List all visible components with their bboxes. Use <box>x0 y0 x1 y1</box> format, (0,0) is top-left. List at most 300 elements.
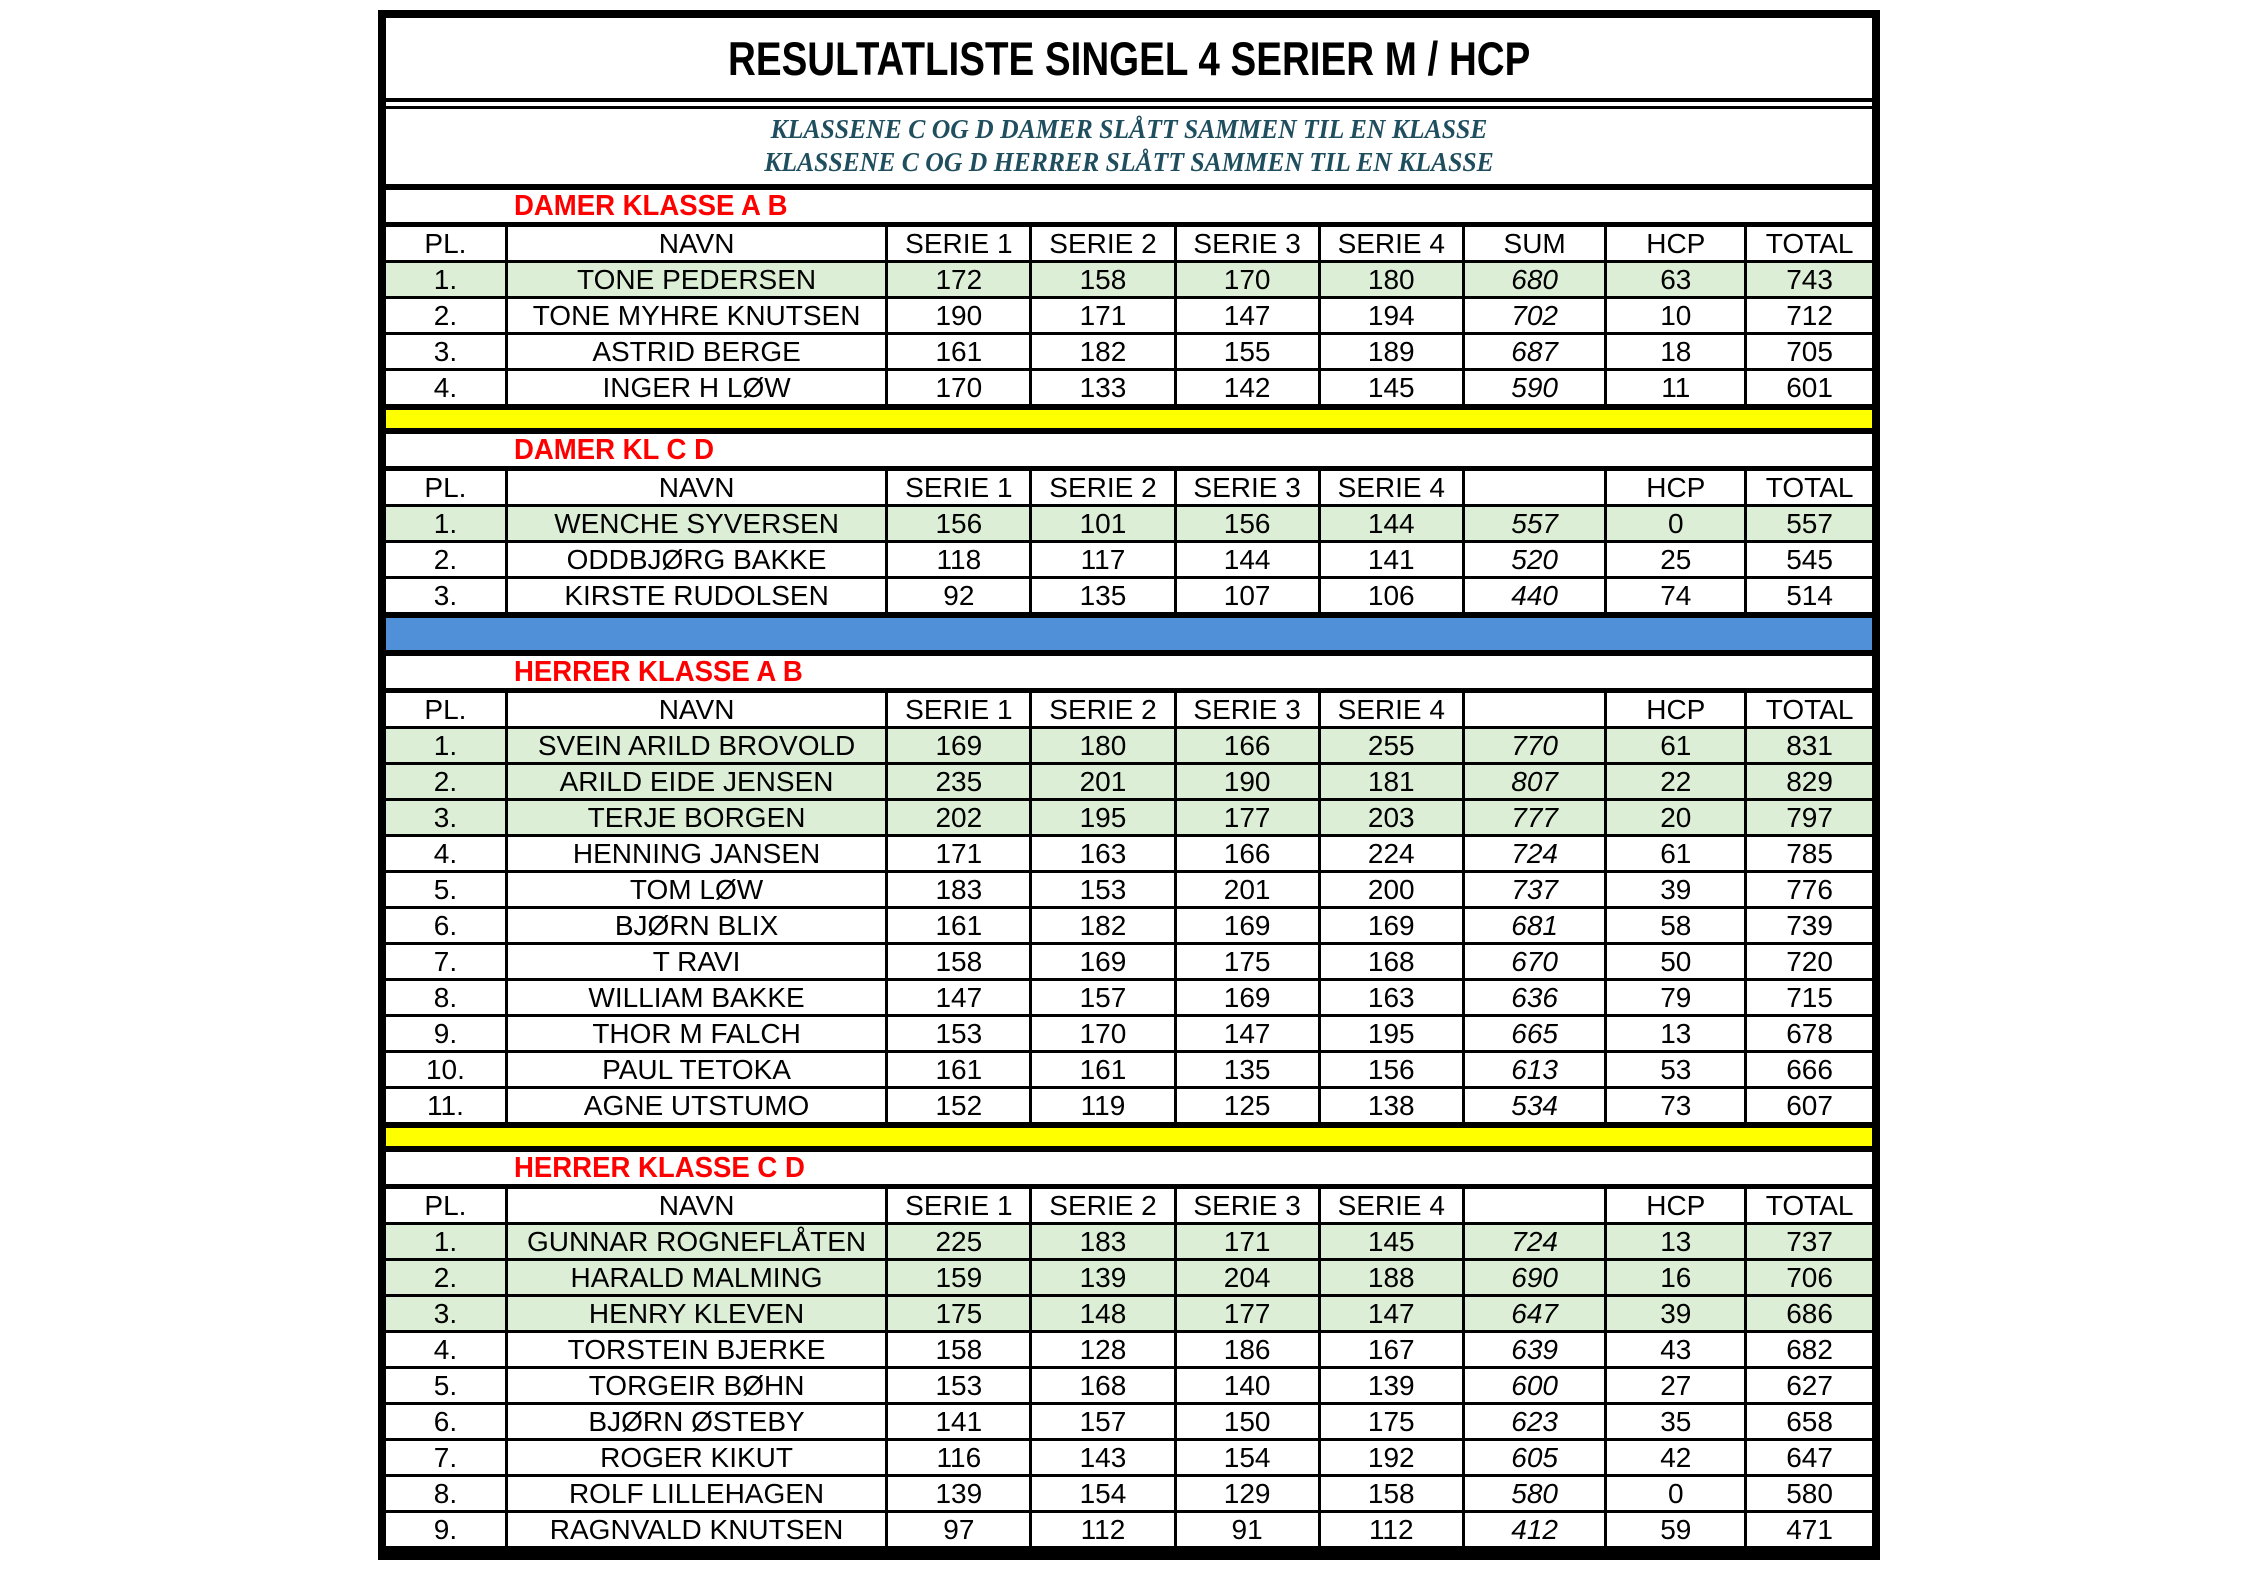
place-cell: 8. <box>386 980 506 1016</box>
name-cell: HARALD MALMING <box>506 1260 886 1296</box>
serie1-cell: 152 <box>887 1088 1031 1126</box>
hcp-cell: 16 <box>1606 1260 1746 1296</box>
results-table <box>386 693 1872 1128</box>
serie1-cell: 118 <box>887 542 1031 578</box>
place-cell: 5. <box>386 872 506 908</box>
place-cell: 7. <box>386 944 506 980</box>
serie4-cell: 163 <box>1319 980 1463 1016</box>
name-cell: ARILD EIDE JENSEN <box>506 764 886 800</box>
place-cell: 3. <box>386 800 506 836</box>
total-cell: 712 <box>1746 298 1872 334</box>
total-cell: 682 <box>1746 1332 1872 1368</box>
name-cell: T RAVI <box>506 944 886 980</box>
table-row <box>386 1476 1872 1512</box>
serie4-cell: 156 <box>1319 1052 1463 1088</box>
column-header <box>1463 1189 1606 1224</box>
place-cell: 5. <box>386 1368 506 1404</box>
serie3-cell: 166 <box>1175 728 1319 764</box>
total-cell: 607 <box>1746 1088 1872 1126</box>
serie2-cell: 182 <box>1031 334 1175 370</box>
hcp-cell: 20 <box>1606 800 1746 836</box>
column-header: NAVN <box>506 227 886 262</box>
serie4-cell: 188 <box>1319 1260 1463 1296</box>
serie4-cell: 112 <box>1319 1512 1463 1550</box>
hcp-cell: 61 <box>1606 836 1746 872</box>
serie3-cell: 169 <box>1175 980 1319 1016</box>
total-cell: 678 <box>1746 1016 1872 1052</box>
table-row <box>386 980 1872 1016</box>
name-cell: GUNNAR ROGNEFLÅTEN <box>506 1224 886 1260</box>
serie2-cell: 135 <box>1031 578 1175 616</box>
hcp-cell: 50 <box>1606 944 1746 980</box>
hcp-cell: 27 <box>1606 1368 1746 1404</box>
table-row <box>386 1088 1872 1126</box>
serie4-cell: 195 <box>1319 1016 1463 1052</box>
column-header <box>1463 693 1606 728</box>
serie2-cell: 201 <box>1031 764 1175 800</box>
column-header: SERIE 1 <box>887 693 1031 728</box>
place-cell: 4. <box>386 370 506 408</box>
column-header: SERIE 1 <box>887 227 1031 262</box>
sum-cell: 665 <box>1463 1016 1606 1052</box>
section-label <box>386 190 1872 227</box>
table-row <box>386 542 1872 578</box>
table-row <box>386 1260 1872 1296</box>
section-label-text: DAMER KL C D <box>514 433 715 466</box>
serie2-cell: 148 <box>1031 1296 1175 1332</box>
hcp-cell: 42 <box>1606 1440 1746 1476</box>
subtitle-line-1: KLASSENE C OG D DAMER SLÅTT SAMMEN TIL EN KLASSE <box>770 114 1488 144</box>
name-cell: ROLF LILLEHAGEN <box>506 1476 886 1512</box>
serie2-cell: 161 <box>1031 1052 1175 1088</box>
table-row <box>386 334 1872 370</box>
place-cell: 3. <box>386 578 506 616</box>
serie4-cell: 175 <box>1319 1404 1463 1440</box>
hcp-cell: 53 <box>1606 1052 1746 1088</box>
serie4-cell: 106 <box>1319 578 1463 616</box>
serie4-cell: 181 <box>1319 764 1463 800</box>
hcp-cell: 39 <box>1606 872 1746 908</box>
column-header <box>1463 471 1606 506</box>
sum-cell: 680 <box>1463 262 1606 298</box>
sum-cell: 636 <box>1463 980 1606 1016</box>
total-cell: 706 <box>1746 1260 1872 1296</box>
sum-cell: 639 <box>1463 1332 1606 1368</box>
table-row <box>386 1224 1872 1260</box>
serie1-cell: 141 <box>887 1404 1031 1440</box>
hcp-cell: 13 <box>1606 1016 1746 1052</box>
serie4-cell: 139 <box>1319 1368 1463 1404</box>
table-row <box>386 944 1872 980</box>
name-cell: BJØRN BLIX <box>506 908 886 944</box>
serie2-cell: 157 <box>1031 980 1175 1016</box>
column-header: SERIE 3 <box>1175 227 1319 262</box>
column-header: SERIE 4 <box>1319 471 1463 506</box>
sum-cell: 613 <box>1463 1052 1606 1088</box>
total-cell: 705 <box>1746 334 1872 370</box>
serie2-cell: 169 <box>1031 944 1175 980</box>
column-header: SERIE 4 <box>1319 227 1463 262</box>
serie1-cell: 170 <box>887 370 1031 408</box>
sum-cell: 440 <box>1463 578 1606 616</box>
place-cell: 11. <box>386 1088 506 1126</box>
place-cell: 4. <box>386 836 506 872</box>
place-cell: 9. <box>386 1016 506 1052</box>
serie3-cell: 144 <box>1175 542 1319 578</box>
place-cell: 2. <box>386 298 506 334</box>
serie4-cell: 255 <box>1319 728 1463 764</box>
serie2-cell: 101 <box>1031 506 1175 542</box>
hcp-cell: 59 <box>1606 1512 1746 1550</box>
serie1-cell: 169 <box>887 728 1031 764</box>
column-header: SERIE 2 <box>1031 227 1175 262</box>
serie2-cell: 128 <box>1031 1332 1175 1368</box>
section-label-text: HERRER KLASSE C D <box>514 1151 805 1184</box>
table-row <box>386 578 1872 616</box>
column-header: PL. <box>386 471 506 506</box>
column-header: SERIE 2 <box>1031 1189 1175 1224</box>
table-row <box>386 836 1872 872</box>
serie1-cell: 183 <box>887 872 1031 908</box>
hcp-cell: 18 <box>1606 334 1746 370</box>
sum-cell: 807 <box>1463 764 1606 800</box>
sum-cell: 600 <box>1463 1368 1606 1404</box>
place-cell: 2. <box>386 1260 506 1296</box>
place-cell: 2. <box>386 764 506 800</box>
sum-cell: 670 <box>1463 944 1606 980</box>
column-header: HCP <box>1606 693 1746 728</box>
total-cell: 743 <box>1746 262 1872 298</box>
total-cell: 647 <box>1746 1440 1872 1476</box>
hcp-cell: 35 <box>1606 1404 1746 1440</box>
place-cell: 9. <box>386 1512 506 1550</box>
total-cell: 666 <box>1746 1052 1872 1088</box>
serie4-cell: 203 <box>1319 800 1463 836</box>
place-cell: 1. <box>386 1224 506 1260</box>
table-row <box>386 262 1872 298</box>
hcp-cell: 58 <box>1606 908 1746 944</box>
column-header: NAVN <box>506 1189 886 1224</box>
sum-cell: 724 <box>1463 836 1606 872</box>
sum-cell: 605 <box>1463 1440 1606 1476</box>
sum-cell: 412 <box>1463 1512 1606 1550</box>
serie2-cell: 153 <box>1031 872 1175 908</box>
hcp-cell: 10 <box>1606 298 1746 334</box>
sum-cell: 520 <box>1463 542 1606 578</box>
total-cell: 797 <box>1746 800 1872 836</box>
table-header-row <box>386 471 1872 506</box>
table-row <box>386 1404 1872 1440</box>
serie2-cell: 170 <box>1031 1016 1175 1052</box>
serie1-cell: 158 <box>887 1332 1031 1368</box>
section-label <box>386 656 1872 693</box>
serie1-cell: 159 <box>887 1260 1031 1296</box>
serie3-cell: 156 <box>1175 506 1319 542</box>
serie1-cell: 190 <box>887 298 1031 334</box>
serie3-cell: 147 <box>1175 298 1319 334</box>
serie4-cell: 192 <box>1319 1440 1463 1476</box>
place-cell: 2. <box>386 542 506 578</box>
place-cell: 4. <box>386 1332 506 1368</box>
results-table <box>386 1189 1872 1552</box>
serie4-cell: 168 <box>1319 944 1463 980</box>
name-cell: HENNING JANSEN <box>506 836 886 872</box>
total-cell: 686 <box>1746 1296 1872 1332</box>
sum-cell: 590 <box>1463 370 1606 408</box>
serie3-cell: 190 <box>1175 764 1319 800</box>
title-box <box>386 18 1872 102</box>
name-cell: ROGER KIKUT <box>506 1440 886 1476</box>
serie3-cell: 154 <box>1175 1440 1319 1476</box>
place-cell: 3. <box>386 334 506 370</box>
name-cell: INGER H LØW <box>506 370 886 408</box>
subtitle-box <box>386 106 1872 190</box>
total-cell: 601 <box>1746 370 1872 408</box>
serie3-cell: 91 <box>1175 1512 1319 1550</box>
serie4-cell: 200 <box>1319 872 1463 908</box>
serie2-cell: 168 <box>1031 1368 1175 1404</box>
total-cell: 831 <box>1746 728 1872 764</box>
serie1-cell: 225 <box>887 1224 1031 1260</box>
hcp-cell: 0 <box>1606 506 1746 542</box>
hcp-cell: 43 <box>1606 1332 1746 1368</box>
serie1-cell: 161 <box>887 334 1031 370</box>
hcp-cell: 13 <box>1606 1224 1746 1260</box>
sum-cell: 737 <box>1463 872 1606 908</box>
serie4-cell: 189 <box>1319 334 1463 370</box>
serie1-cell: 156 <box>887 506 1031 542</box>
table-row <box>386 1332 1872 1368</box>
name-cell: TONE PEDERSEN <box>506 262 886 298</box>
serie3-cell: 129 <box>1175 1476 1319 1512</box>
serie2-cell: 117 <box>1031 542 1175 578</box>
section-label-text: DAMER KLASSE A B <box>514 189 788 222</box>
place-cell: 6. <box>386 908 506 944</box>
place-cell: 10. <box>386 1052 506 1088</box>
serie2-cell: 163 <box>1031 836 1175 872</box>
column-header: HCP <box>1606 471 1746 506</box>
serie2-cell: 180 <box>1031 728 1175 764</box>
column-header: TOTAL <box>1746 471 1872 506</box>
name-cell: SVEIN ARILD BROVOLD <box>506 728 886 764</box>
serie1-cell: 153 <box>887 1016 1031 1052</box>
serie1-cell: 139 <box>887 1476 1031 1512</box>
name-cell: RAGNVALD KNUTSEN <box>506 1512 886 1550</box>
place-cell: 1. <box>386 728 506 764</box>
serie4-cell: 169 <box>1319 908 1463 944</box>
total-cell: 776 <box>1746 872 1872 908</box>
name-cell: WILLIAM BAKKE <box>506 980 886 1016</box>
serie3-cell: 166 <box>1175 836 1319 872</box>
yellow-separator-bar <box>386 1128 1872 1152</box>
table-row <box>386 506 1872 542</box>
serie4-cell: 138 <box>1319 1088 1463 1126</box>
name-cell: TERJE BORGEN <box>506 800 886 836</box>
serie3-cell: 125 <box>1175 1088 1319 1126</box>
table-row <box>386 1440 1872 1476</box>
hcp-cell: 74 <box>1606 578 1746 616</box>
serie1-cell: 153 <box>887 1368 1031 1404</box>
total-cell: 545 <box>1746 542 1872 578</box>
total-cell: 580 <box>1746 1476 1872 1512</box>
serie2-cell: 158 <box>1031 262 1175 298</box>
name-cell: TOM LØW <box>506 872 886 908</box>
name-cell: THOR M FALCH <box>506 1016 886 1052</box>
column-header: TOTAL <box>1746 227 1872 262</box>
serie1-cell: 175 <box>887 1296 1031 1332</box>
serie4-cell: 180 <box>1319 262 1463 298</box>
table-row <box>386 1016 1872 1052</box>
hcp-cell: 39 <box>1606 1296 1746 1332</box>
column-header: SERIE 2 <box>1031 471 1175 506</box>
yellow-separator-bar <box>386 410 1872 434</box>
serie4-cell: 144 <box>1319 506 1463 542</box>
table-row <box>386 800 1872 836</box>
place-cell: 8. <box>386 1476 506 1512</box>
serie2-cell: 154 <box>1031 1476 1175 1512</box>
blue-separator-bar <box>386 618 1872 656</box>
serie3-cell: 201 <box>1175 872 1319 908</box>
table-header-row <box>386 227 1872 262</box>
sum-cell: 580 <box>1463 1476 1606 1512</box>
name-cell: TORGEIR BØHN <box>506 1368 886 1404</box>
column-header: SERIE 1 <box>887 1189 1031 1224</box>
serie3-cell: 177 <box>1175 800 1319 836</box>
name-cell: BJØRN ØSTEBY <box>506 1404 886 1440</box>
hcp-cell: 0 <box>1606 1476 1746 1512</box>
hcp-cell: 61 <box>1606 728 1746 764</box>
total-cell: 715 <box>1746 980 1872 1016</box>
name-cell: WENCHE SYVERSEN <box>506 506 886 542</box>
name-cell: ODDBJØRG BAKKE <box>506 542 886 578</box>
total-cell: 627 <box>1746 1368 1872 1404</box>
serie2-cell: 139 <box>1031 1260 1175 1296</box>
column-header: SERIE 3 <box>1175 1189 1319 1224</box>
place-cell: 1. <box>386 506 506 542</box>
name-cell: PAUL TETOKA <box>506 1052 886 1088</box>
serie2-cell: 119 <box>1031 1088 1175 1126</box>
column-header: PL. <box>386 227 506 262</box>
place-cell: 1. <box>386 262 506 298</box>
sections-container <box>386 190 1872 1552</box>
table-row <box>386 1512 1872 1550</box>
place-cell: 7. <box>386 1440 506 1476</box>
serie3-cell: 135 <box>1175 1052 1319 1088</box>
name-cell: AGNE UTSTUMO <box>506 1088 886 1126</box>
serie1-cell: 161 <box>887 1052 1031 1088</box>
serie3-cell: 142 <box>1175 370 1319 408</box>
serie4-cell: 147 <box>1319 1296 1463 1332</box>
total-cell: 658 <box>1746 1404 1872 1440</box>
serie2-cell: 112 <box>1031 1512 1175 1550</box>
hcp-cell: 73 <box>1606 1088 1746 1126</box>
sum-cell: 681 <box>1463 908 1606 944</box>
name-cell: ASTRID BERGE <box>506 334 886 370</box>
column-header: PL. <box>386 693 506 728</box>
column-header: SERIE 4 <box>1319 1189 1463 1224</box>
column-header: TOTAL <box>1746 693 1872 728</box>
total-cell: 785 <box>1746 836 1872 872</box>
hcp-cell: 25 <box>1606 542 1746 578</box>
serie4-cell: 167 <box>1319 1332 1463 1368</box>
sum-cell: 534 <box>1463 1088 1606 1126</box>
section-label-text: HERRER KLASSE A B <box>514 655 803 688</box>
serie3-cell: 155 <box>1175 334 1319 370</box>
hcp-cell: 63 <box>1606 262 1746 298</box>
table-row <box>386 1368 1872 1404</box>
total-cell: 737 <box>1746 1224 1872 1260</box>
table-row <box>386 728 1872 764</box>
sum-cell: 777 <box>1463 800 1606 836</box>
serie2-cell: 171 <box>1031 298 1175 334</box>
serie1-cell: 158 <box>887 944 1031 980</box>
column-header: TOTAL <box>1746 1189 1872 1224</box>
serie3-cell: 171 <box>1175 1224 1319 1260</box>
serie4-cell: 141 <box>1319 542 1463 578</box>
serie3-cell: 175 <box>1175 944 1319 980</box>
serie1-cell: 97 <box>887 1512 1031 1550</box>
place-cell: 3. <box>386 1296 506 1332</box>
table-header-row <box>386 693 1872 728</box>
column-header: HCP <box>1606 1189 1746 1224</box>
column-header: SERIE 1 <box>887 471 1031 506</box>
serie1-cell: 116 <box>887 1440 1031 1476</box>
sum-cell: 557 <box>1463 506 1606 542</box>
name-cell: TONE MYHRE KNUTSEN <box>506 298 886 334</box>
total-cell: 514 <box>1746 578 1872 616</box>
column-header: NAVN <box>506 471 886 506</box>
serie1-cell: 161 <box>887 908 1031 944</box>
sum-cell: 770 <box>1463 728 1606 764</box>
serie1-cell: 172 <box>887 262 1031 298</box>
serie3-cell: 169 <box>1175 908 1319 944</box>
results-table <box>386 227 1872 410</box>
table-row <box>386 908 1872 944</box>
column-header: SERIE 2 <box>1031 693 1175 728</box>
serie3-cell: 186 <box>1175 1332 1319 1368</box>
column-header: SERIE 3 <box>1175 471 1319 506</box>
serie1-cell: 171 <box>887 836 1031 872</box>
serie2-cell: 183 <box>1031 1224 1175 1260</box>
sum-cell: 690 <box>1463 1260 1606 1296</box>
total-cell: 471 <box>1746 1512 1872 1550</box>
serie3-cell: 170 <box>1175 262 1319 298</box>
column-header: PL. <box>386 1189 506 1224</box>
total-cell: 739 <box>1746 908 1872 944</box>
table-row <box>386 370 1872 408</box>
column-header: SERIE 4 <box>1319 693 1463 728</box>
serie2-cell: 143 <box>1031 1440 1175 1476</box>
hcp-cell: 22 <box>1606 764 1746 800</box>
serie1-cell: 235 <box>887 764 1031 800</box>
serie2-cell: 182 <box>1031 908 1175 944</box>
serie2-cell: 133 <box>1031 370 1175 408</box>
sum-cell: 702 <box>1463 298 1606 334</box>
serie4-cell: 158 <box>1319 1476 1463 1512</box>
column-header: SERIE 3 <box>1175 693 1319 728</box>
name-cell: KIRSTE RUDOLSEN <box>506 578 886 616</box>
sum-cell: 623 <box>1463 1404 1606 1440</box>
column-header: SUM <box>1463 227 1606 262</box>
hcp-cell: 11 <box>1606 370 1746 408</box>
results-table <box>386 471 1872 618</box>
table-row <box>386 1296 1872 1332</box>
total-cell: 557 <box>1746 506 1872 542</box>
result-sheet <box>378 10 1880 1560</box>
serie4-cell: 145 <box>1319 1224 1463 1260</box>
serie3-cell: 140 <box>1175 1368 1319 1404</box>
table-row <box>386 764 1872 800</box>
